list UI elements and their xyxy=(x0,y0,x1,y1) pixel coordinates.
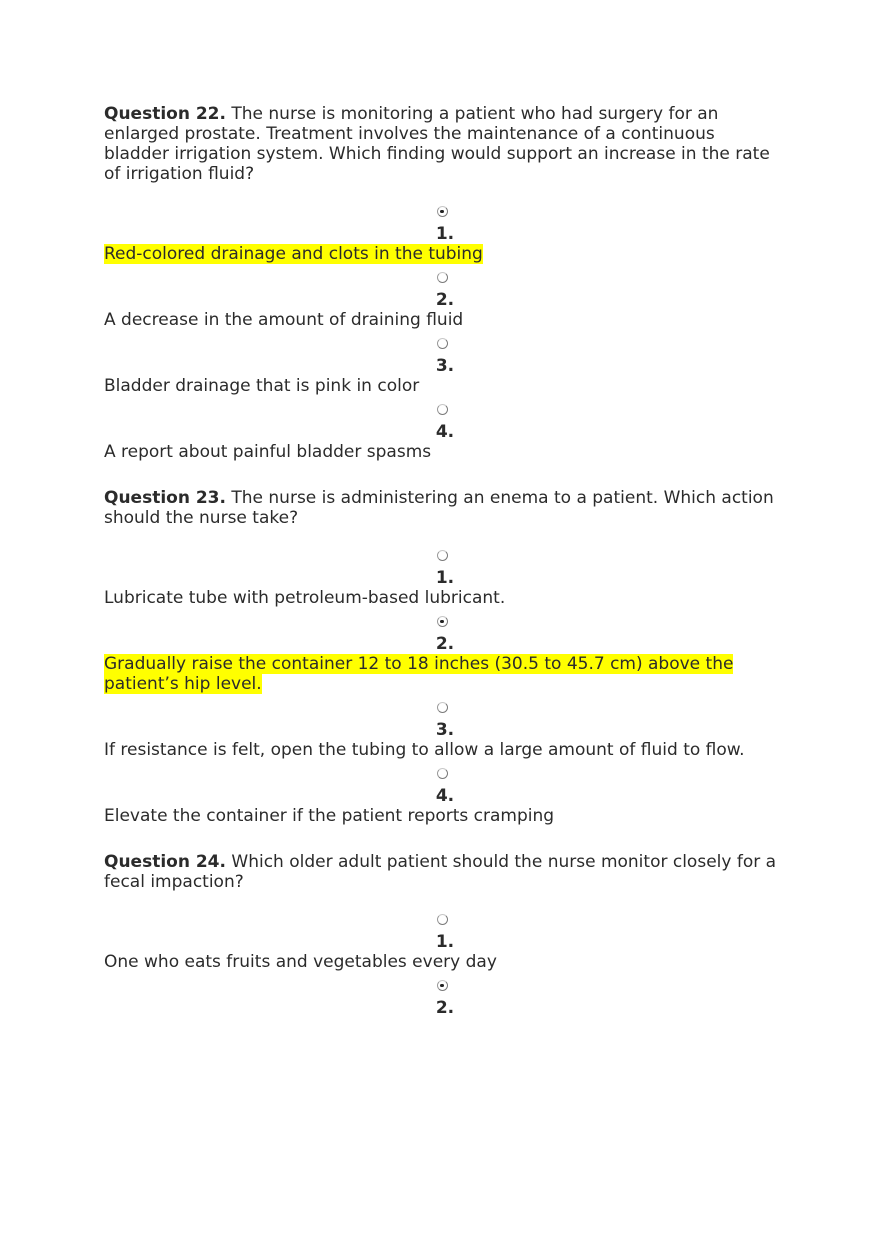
answer-option[interactable] xyxy=(104,330,784,396)
option-text: Bladder drainage that is pink in color xyxy=(104,376,420,396)
radio-icon[interactable] xyxy=(437,914,448,925)
option-text: Gradually raise the container 12 to 18 inches (30.5 to 45.7 cm) above the patient’s hip level. xyxy=(104,654,734,694)
option-number: 1. xyxy=(435,568,455,588)
option-number: 3. xyxy=(435,720,455,740)
question-body: Which older adult patient should the nurse monitor closely for a fecal impaction? xyxy=(104,852,777,892)
option-text: Red-colored drainage and clots in the tubing xyxy=(104,244,483,264)
option-number: 1. xyxy=(435,932,455,952)
question-text xyxy=(104,104,784,184)
question-23 xyxy=(104,488,784,826)
question-24 xyxy=(104,852,784,1018)
radio-icon[interactable] xyxy=(437,338,448,349)
radio-icon[interactable] xyxy=(437,702,448,713)
radio-icon[interactable] xyxy=(437,550,448,561)
option-number: 3. xyxy=(435,356,455,376)
question-text xyxy=(104,488,784,528)
answer-option[interactable] xyxy=(104,608,784,694)
option-number: 4. xyxy=(435,422,455,442)
question-22 xyxy=(104,104,784,462)
option-text: If resistance is felt, open the tubing to allow a large amount of fluid to flow. xyxy=(104,740,745,760)
answer-option[interactable] xyxy=(104,542,784,608)
answer-option[interactable] xyxy=(104,906,784,972)
radio-icon[interactable] xyxy=(437,272,448,283)
answer-option[interactable] xyxy=(104,264,784,330)
answer-option[interactable] xyxy=(104,396,784,462)
option-number: 2. xyxy=(435,634,455,654)
option-number: 4. xyxy=(435,786,455,806)
answer-option[interactable] xyxy=(104,694,784,760)
option-text: Elevate the container if the patient reports cramping xyxy=(104,806,555,826)
radio-selected-icon[interactable] xyxy=(437,206,448,217)
question-body: The nurse is monitoring a patient who had surgery for an enlarged prostate. Treatment involves the maintenance of a continuous bladder irrigation system. Which finding would support an increase in the rate of irrigation fluid? xyxy=(104,104,770,184)
answer-option[interactable] xyxy=(104,972,784,1018)
question-body: The nurse is administering an enema to a patient. Which action should the nurse take? xyxy=(104,488,774,528)
question-text xyxy=(104,852,784,892)
answer-option[interactable] xyxy=(104,198,784,264)
radio-icon[interactable] xyxy=(437,768,448,779)
radio-selected-icon[interactable] xyxy=(437,616,448,627)
option-text: A decrease in the amount of draining fluid xyxy=(104,310,464,330)
question-label: Question 24. xyxy=(104,852,226,872)
question-label: Question 22. xyxy=(104,104,226,124)
option-number: 2. xyxy=(435,998,455,1018)
option-number: 2. xyxy=(435,290,455,310)
option-text: Lubricate tube with petroleum-based lubricant. xyxy=(104,588,506,608)
option-text: One who eats fruits and vegetables every day xyxy=(104,952,497,972)
answer-option[interactable] xyxy=(104,760,784,826)
quiz-page xyxy=(104,104,784,1044)
radio-icon[interactable] xyxy=(437,404,448,415)
option-text: A report about painful bladder spasms xyxy=(104,442,432,462)
option-number: 1. xyxy=(435,224,455,244)
radio-selected-icon[interactable] xyxy=(437,980,448,991)
question-label: Question 23. xyxy=(104,488,226,508)
